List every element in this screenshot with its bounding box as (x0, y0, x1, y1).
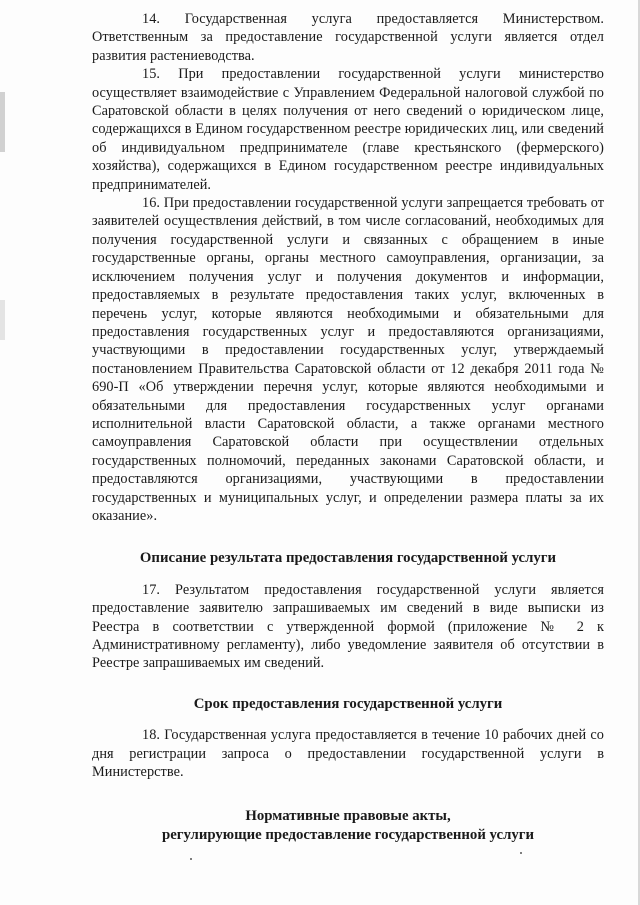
heading-term: Срок предоставления государственной услуги (193, 695, 503, 712)
heading-acts-line-1: Нормативные правовые акты, (245, 808, 451, 825)
heading-acts-line-2: регулирующие предоставление государственной услуги (161, 826, 535, 843)
scan-speck (520, 852, 522, 854)
document-body (92, 10, 604, 844)
heading-result: Описание результата предоставления государственной услуги (139, 550, 557, 567)
scan-edge-mark (0, 300, 5, 340)
scan-edge-mark (0, 92, 5, 152)
paragraph-16: 16. При предоставлении государственной услуги запрещается требовать от заявителей осуществления действий, в том числе согласований, необходимых для получения государственной услуги и связанных с обращением в иные государственные органы, органы местного самоуправления, организации, за исключением получения услуг и получения документов и информации, предоставляемых в результате предоставления таких услуг, включенных в перечень услуг, которые являются необходимыми и обязательными для предоставления государственных услуг и предоставляются организациями, участвующими в предоставлении государственных услуг, утверждаемый постановлением Правительства Саратовской области от 12 декабря 2011 года № 690-П «Об утверждении перечня услуг, которые являются необходимыми и обязательными для предоставления государственных услуг органами исполнительной власти Саратовской области, а также органами местного самоуправления Саратовской области при осуществлении отдельных государственных полномочий, переданных законами Саратовской области, и предоставляются организациями, участвующими в предоставлении государственных и муниципальных услуг, и определении размера платы за их оказание». (92, 195, 604, 524)
paragraph-15: 15. При предоставлении государственной услуги министерство осуществляет взаимодействие с Управлением Федеральной налоговой службой по Саратовской области в целях получения от него сведений о юридическом лице, содержащихся в Едином государственном реестре юридических лиц, или сведений об индивидуальном предпринимателе (главе крестьянского (фермерского) хозяйства), содержащихся в Едином государственном реестре индивидуальных предпринимателей. (92, 66, 604, 193)
paragraph-14: 14. Государственная услуга предоставляется Министерством. Ответственным за предоставление государственной услуги является отдел развития растениеводства. (92, 11, 604, 64)
scan-speck (190, 858, 192, 860)
paragraph-17: 17. Результатом предоставления государственной услуги является предоставление заявителю запрашиваемых им сведений в виде выписки из Реестра в соответствии с утвержденной формой (приложение № 2 к Административному регламенту), либо уведомление заявителя об отсутствии в Реестре запрашиваемых им сведений. (92, 581, 604, 672)
paragraph-18: 18. Государственная услуга предоставляется в течение 10 рабочих дней со дня регистрации запроса о предоставлении государственной услуги в Министерстве. (92, 727, 604, 781)
